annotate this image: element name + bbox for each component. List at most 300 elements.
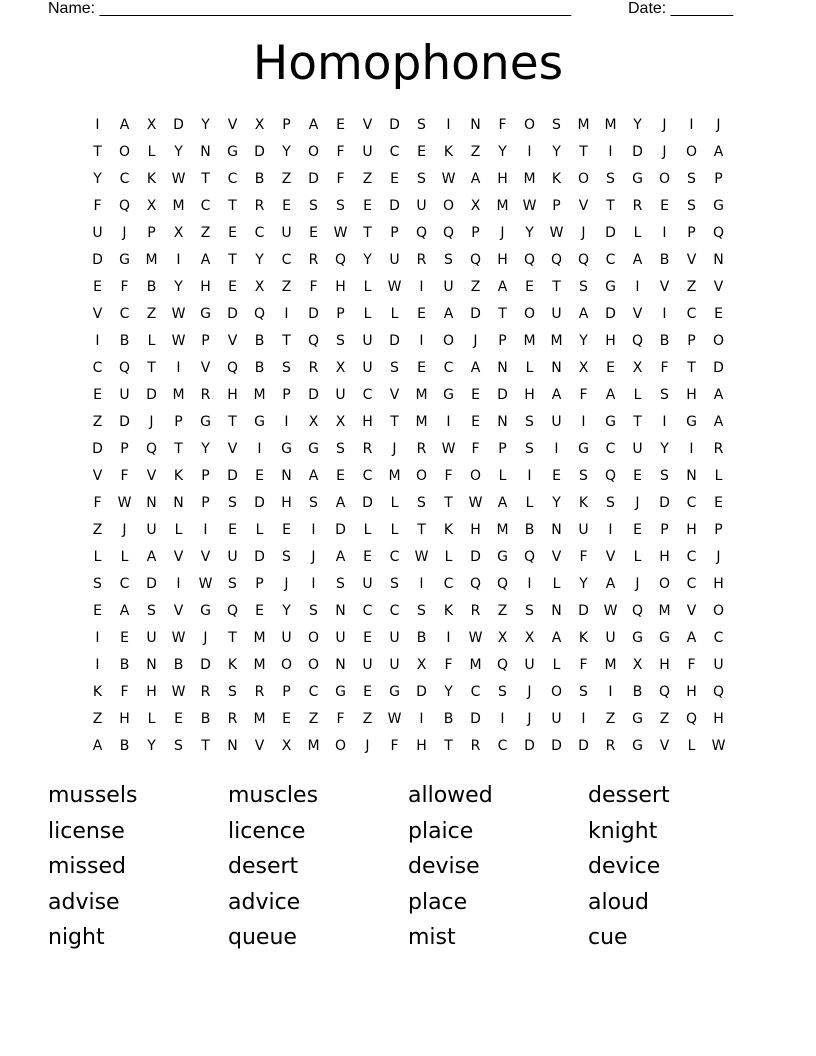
grid-letter: J: [500, 225, 505, 241]
grid-letter: Q: [496, 576, 509, 592]
grid-letter: E: [228, 225, 237, 241]
grid-letter: L: [633, 549, 642, 565]
grid-letter: S: [525, 603, 534, 619]
grid-letter: A: [605, 387, 616, 403]
grid-letter: L: [120, 549, 129, 565]
grid-letter: I: [203, 522, 208, 538]
grid-letter: K: [443, 522, 454, 538]
grid-letter: S: [336, 333, 345, 349]
grid-letter: I: [95, 117, 100, 133]
grid-letter: D: [254, 144, 265, 160]
grid-letter: Q: [334, 252, 347, 268]
grid-letter: S: [579, 279, 588, 295]
grid-letter: U: [362, 333, 373, 349]
grid-letter: K: [173, 468, 184, 484]
grid-letter: B: [254, 171, 265, 187]
grid-letter: E: [660, 198, 669, 214]
word-list-item: advice: [228, 889, 301, 915]
grid-letter: D: [524, 738, 535, 754]
grid-letter: Z: [470, 279, 481, 295]
grid-letter: B: [119, 738, 130, 754]
grid-letter: A: [551, 387, 562, 403]
grid-letter: Q: [658, 684, 671, 700]
grid-letter: C: [686, 576, 697, 592]
grid-letter: R: [605, 738, 616, 754]
grid-letter: U: [551, 306, 562, 322]
grid-letter: I: [446, 630, 451, 646]
grid-letter: M: [253, 711, 266, 727]
grid-letter: H: [362, 414, 373, 430]
grid-letter: A: [335, 549, 346, 565]
grid-letter: U: [146, 522, 157, 538]
grid-letter: O: [469, 468, 482, 484]
grid-letter: I: [527, 576, 532, 592]
grid-letter: J: [527, 684, 532, 700]
grid-letter: I: [284, 414, 289, 430]
grid-letter: S: [282, 360, 291, 376]
grid-letter: Y: [174, 279, 183, 295]
grid-letter: T: [93, 144, 102, 160]
grid-letter: E: [633, 468, 642, 484]
grid-letter: B: [659, 333, 670, 349]
grid-letter: E: [471, 414, 480, 430]
grid-letter: K: [578, 630, 589, 646]
grid-letter: I: [311, 576, 316, 592]
grid-letter: S: [417, 495, 426, 511]
grid-letter: P: [660, 522, 669, 538]
grid-letter: U: [335, 630, 346, 646]
grid-letter: E: [633, 522, 642, 538]
grid-letter: S: [336, 441, 345, 457]
grid-letter: I: [419, 576, 424, 592]
grid-letter: S: [579, 684, 588, 700]
grid-letter: U: [389, 252, 400, 268]
grid-letter: I: [95, 630, 100, 646]
grid-letter: A: [443, 306, 454, 322]
grid-letter: L: [363, 279, 372, 295]
grid-letter: G: [632, 738, 643, 754]
grid-letter: W: [441, 441, 456, 457]
grid-letter: E: [714, 306, 723, 322]
grid-letter: D: [200, 657, 211, 673]
grid-letter: F: [579, 387, 588, 403]
grid-letter: L: [687, 738, 696, 754]
grid-letter: L: [390, 522, 399, 538]
grid-letter: D: [389, 333, 400, 349]
grid-letter: F: [120, 468, 129, 484]
grid-letter: S: [228, 576, 237, 592]
grid-letter: F: [444, 657, 453, 673]
grid-letter: P: [282, 684, 291, 700]
grid-letter: S: [498, 684, 507, 700]
grid-letter: X: [281, 738, 292, 754]
grid-letter: G: [200, 603, 211, 619]
grid-letter: M: [415, 387, 428, 403]
grid-letter: W: [549, 225, 564, 241]
grid-letter: R: [362, 441, 373, 457]
grid-letter: Y: [552, 495, 561, 511]
grid-letter: E: [255, 468, 264, 484]
grid-letter: I: [581, 414, 586, 430]
grid-letter: A: [497, 495, 508, 511]
grid-letter: D: [146, 576, 157, 592]
grid-letter: S: [660, 468, 669, 484]
grid-letter: U: [281, 225, 292, 241]
grid-letter: T: [363, 225, 372, 241]
grid-letter: Z: [497, 603, 508, 619]
grid-letter: Z: [362, 711, 373, 727]
grid-letter: A: [308, 468, 319, 484]
grid-letter: X: [254, 279, 265, 295]
grid-letter: T: [417, 522, 426, 538]
grid-letter: Q: [226, 360, 239, 376]
grid-letter: Z: [362, 171, 373, 187]
grid-letter: P: [714, 522, 723, 538]
grid-letter: P: [201, 495, 210, 511]
grid-letter: V: [227, 117, 238, 133]
grid-letter: U: [578, 522, 589, 538]
grid-letter: G: [335, 684, 346, 700]
grid-letter: O: [442, 198, 455, 214]
grid-letter: F: [687, 657, 696, 673]
grid-letter: D: [227, 468, 238, 484]
grid-letter: D: [605, 225, 616, 241]
grid-letter: Q: [253, 306, 266, 322]
grid-letter: P: [174, 414, 183, 430]
grid-letter: R: [227, 711, 238, 727]
grid-letter: N: [227, 738, 238, 754]
grid-letter: S: [282, 549, 291, 565]
word-list-item: allowed: [408, 783, 493, 808]
grid-letter: Y: [498, 144, 507, 160]
grid-letter: Q: [577, 252, 590, 268]
grid-letter: W: [468, 630, 483, 646]
grid-letter: Q: [631, 603, 644, 619]
grid-letter: B: [119, 657, 130, 673]
word-list-item: place: [408, 889, 468, 915]
grid-letter: B: [173, 657, 184, 673]
grid-letter: P: [687, 333, 696, 349]
grid-letter: C: [686, 495, 697, 511]
grid-letter: P: [120, 441, 129, 457]
grid-letter: D: [254, 549, 265, 565]
grid-letter: L: [147, 711, 156, 727]
grid-letter: V: [605, 549, 616, 565]
grid-letter: E: [363, 630, 372, 646]
grid-letter: O: [307, 657, 320, 673]
grid-letter: C: [605, 441, 616, 457]
grid-letter: I: [500, 711, 505, 727]
grid-letter: C: [443, 576, 454, 592]
grid-letter: T: [228, 414, 237, 430]
grid-letter: G: [443, 387, 454, 403]
grid-letter: R: [632, 198, 643, 214]
grid-letter: M: [496, 198, 509, 214]
grid-letter: J: [311, 549, 316, 565]
grid-letter: E: [525, 279, 534, 295]
grid-letter: X: [497, 630, 508, 646]
grid-letter: Y: [660, 441, 669, 457]
grid-letter: T: [228, 198, 237, 214]
grid-letter: X: [308, 414, 319, 430]
grid-letter: P: [336, 306, 345, 322]
grid-letter: E: [174, 711, 183, 727]
grid-letter: E: [120, 630, 129, 646]
grid-letter: D: [713, 360, 724, 376]
grid-letter: L: [633, 387, 642, 403]
grid-letter: V: [389, 387, 400, 403]
grid-letter: Y: [363, 252, 372, 268]
grid-letter: H: [713, 576, 724, 592]
grid-letter: A: [578, 306, 589, 322]
grid-letter: L: [147, 144, 156, 160]
grid-letter: C: [200, 198, 211, 214]
grid-letter: Y: [444, 684, 453, 700]
grid-letter: M: [523, 171, 536, 187]
grid-letter: I: [446, 414, 451, 430]
grid-letter: I: [176, 252, 181, 268]
grid-letter: U: [443, 279, 454, 295]
grid-letter: E: [228, 522, 237, 538]
grid-letter: Z: [281, 279, 292, 295]
grid-letter: D: [659, 495, 670, 511]
grid-letter: X: [470, 198, 481, 214]
grid-letter: B: [254, 360, 265, 376]
grid-letter: B: [200, 711, 211, 727]
grid-letter: Y: [255, 252, 264, 268]
grid-letter: O: [523, 306, 536, 322]
grid-letter: Q: [307, 333, 320, 349]
grid-letter: T: [390, 414, 399, 430]
grid-letter: F: [660, 360, 669, 376]
grid-letter: O: [685, 144, 698, 160]
grid-letter: B: [524, 522, 535, 538]
grid-letter: F: [498, 117, 507, 133]
grid-letter: H: [119, 711, 130, 727]
grid-letter: X: [146, 117, 157, 133]
name-field-label: Name: _____________________________________________________: [48, 0, 572, 17]
grid-letter: B: [119, 333, 130, 349]
grid-letter: I: [257, 441, 262, 457]
grid-letter: D: [173, 117, 184, 133]
grid-letter: G: [200, 306, 211, 322]
grid-letter: F: [336, 711, 345, 727]
grid-letter: C: [254, 225, 265, 241]
grid-letter: S: [444, 252, 453, 268]
grid-letter: S: [579, 468, 588, 484]
grid-letter: J: [716, 549, 721, 565]
grid-letter: F: [120, 684, 129, 700]
grid-letter: U: [416, 198, 427, 214]
grid-letter: E: [93, 603, 102, 619]
grid-letter: E: [363, 684, 372, 700]
grid-letter: A: [92, 738, 103, 754]
word-list-item: cue: [588, 925, 628, 950]
grid-letter: U: [362, 144, 373, 160]
grid-letter: I: [95, 657, 100, 673]
grid-letter: M: [415, 414, 428, 430]
grid-letter: Y: [525, 225, 534, 241]
grid-letter: W: [171, 171, 186, 187]
grid-letter: P: [282, 387, 291, 403]
grid-letter: F: [444, 468, 453, 484]
grid-letter: Q: [631, 333, 644, 349]
grid-letter: H: [227, 387, 238, 403]
grid-letter: E: [228, 279, 237, 295]
grid-letter: I: [608, 144, 613, 160]
grid-letter: J: [635, 495, 640, 511]
grid-letter: H: [659, 549, 670, 565]
grid-letter: D: [497, 387, 508, 403]
grid-letter: I: [284, 306, 289, 322]
grid-letter: W: [522, 198, 537, 214]
grid-letter: M: [469, 657, 482, 673]
grid-letter: P: [255, 576, 264, 592]
grid-letter: W: [333, 225, 348, 241]
grid-letter: B: [443, 711, 454, 727]
grid-letter: U: [713, 657, 724, 673]
grid-letter: E: [552, 468, 561, 484]
letter-grid: [84, 112, 732, 760]
grid-letter: I: [311, 522, 316, 538]
grid-letter: C: [119, 576, 130, 592]
grid-letter: Y: [579, 576, 588, 592]
grid-letter: V: [173, 549, 184, 565]
grid-letter: J: [527, 711, 532, 727]
grid-letter: V: [686, 603, 697, 619]
grid-letter: G: [254, 414, 265, 430]
grid-letter: C: [119, 306, 130, 322]
grid-letter: O: [334, 738, 347, 754]
grid-letter: R: [254, 684, 265, 700]
grid-letter: U: [92, 225, 103, 241]
word-list-item: missed: [48, 854, 126, 879]
grid-letter: X: [632, 360, 643, 376]
grid-letter: S: [660, 387, 669, 403]
grid-letter: Q: [550, 252, 563, 268]
grid-letter: N: [497, 414, 508, 430]
grid-letter: D: [92, 252, 103, 268]
grid-letter: B: [254, 333, 265, 349]
grid-letter: N: [551, 360, 562, 376]
grid-letter: E: [282, 198, 291, 214]
grid-letter: A: [119, 603, 130, 619]
word-list-item: muscles: [228, 783, 319, 808]
grid-letter: O: [442, 333, 455, 349]
grid-letter: O: [415, 468, 428, 484]
grid-letter: W: [171, 306, 186, 322]
grid-letter: D: [470, 549, 481, 565]
grid-letter: T: [282, 333, 291, 349]
grid-letter: A: [497, 279, 508, 295]
grid-letter: P: [201, 333, 210, 349]
grid-letter: F: [309, 279, 318, 295]
grid-letter: L: [552, 657, 561, 673]
grid-letter: P: [687, 225, 696, 241]
grid-letter: Q: [496, 657, 509, 673]
grid-letter: E: [93, 279, 102, 295]
grid-letter: Z: [308, 711, 319, 727]
grid-letter: A: [146, 549, 157, 565]
grid-letter: A: [632, 252, 643, 268]
grid-letter: I: [554, 441, 559, 457]
grid-letter: H: [686, 684, 697, 700]
grid-letter: V: [92, 468, 103, 484]
grid-letter: Q: [712, 684, 725, 700]
grid-letter: G: [281, 441, 292, 457]
grid-letter: E: [417, 144, 426, 160]
grid-letter: D: [92, 441, 103, 457]
grid-letter: L: [498, 468, 507, 484]
grid-letter: L: [633, 225, 642, 241]
grid-letter: Z: [92, 711, 103, 727]
grid-letter: E: [471, 387, 480, 403]
grid-letter: G: [632, 630, 643, 646]
grid-letter: G: [200, 414, 211, 430]
grid-letter: G: [308, 441, 319, 457]
grid-letter: Z: [686, 279, 697, 295]
grid-letter: R: [470, 738, 481, 754]
word-list-item: advise: [48, 889, 120, 915]
grid-letter: E: [714, 495, 723, 511]
grid-letter: I: [635, 279, 640, 295]
grid-letter: N: [551, 522, 562, 538]
grid-letter: N: [281, 468, 292, 484]
grid-letter: Q: [523, 549, 536, 565]
grid-letter: M: [577, 117, 590, 133]
grid-letter: U: [389, 630, 400, 646]
grid-letter: I: [689, 441, 694, 457]
grid-letter: O: [658, 576, 671, 592]
grid-letter: E: [417, 360, 426, 376]
grid-letter: S: [417, 603, 426, 619]
grid-letter: S: [417, 117, 426, 133]
grid-letter: D: [389, 117, 400, 133]
grid-letter: R: [308, 252, 319, 268]
grid-letter: V: [92, 306, 103, 322]
grid-letter: Q: [685, 711, 698, 727]
grid-letter: J: [662, 117, 667, 133]
grid-letter: X: [524, 630, 535, 646]
grid-letter: K: [578, 495, 589, 511]
grid-letter: J: [149, 414, 154, 430]
grid-letter: I: [176, 576, 181, 592]
grid-letter: M: [145, 252, 158, 268]
grid-letter: M: [496, 522, 509, 538]
word-list: [48, 778, 768, 956]
grid-letter: C: [389, 549, 400, 565]
grid-letter: I: [581, 711, 586, 727]
grid-letter: P: [498, 333, 507, 349]
grid-letter: P: [714, 171, 723, 187]
grid-letter: D: [227, 306, 238, 322]
grid-letter: P: [471, 225, 480, 241]
grid-letter: D: [416, 684, 427, 700]
grid-letter: E: [255, 603, 264, 619]
grid-letter: C: [227, 171, 238, 187]
grid-letter: Q: [415, 225, 428, 241]
grid-letter: T: [552, 279, 561, 295]
grid-letter: Y: [282, 603, 291, 619]
grid-letter: D: [578, 603, 589, 619]
grid-letter: X: [254, 117, 265, 133]
grid-letter: T: [228, 252, 237, 268]
grid-letter: C: [92, 360, 103, 376]
grid-letter: E: [390, 171, 399, 187]
grid-letter: W: [441, 171, 456, 187]
grid-letter: P: [498, 441, 507, 457]
grid-letter: L: [390, 495, 399, 511]
